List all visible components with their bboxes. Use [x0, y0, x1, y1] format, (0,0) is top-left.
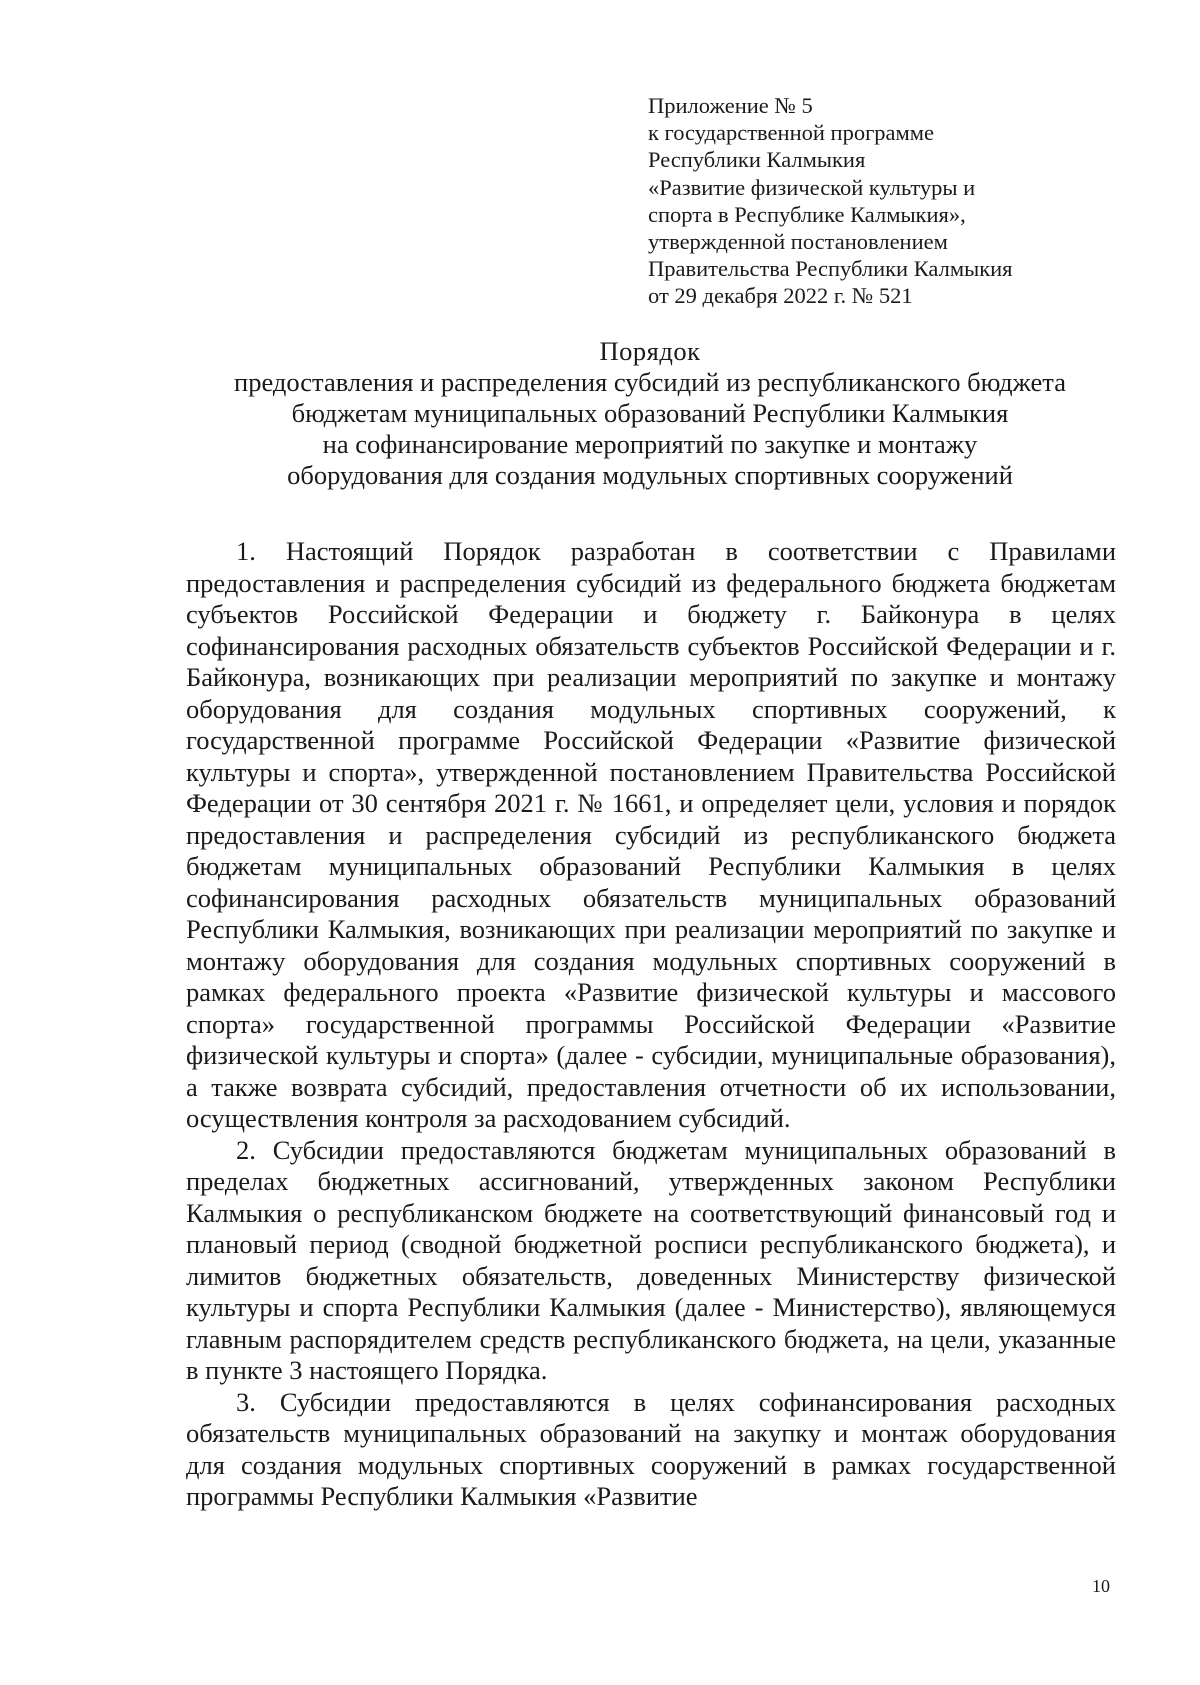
appendix-line: Правительства Республики Калмыкия [648, 256, 1013, 282]
appendix-line: утвержденной постановлением [648, 229, 948, 255]
appendix-line: к государственной программе [648, 120, 935, 146]
document-title [180, 336, 1120, 491]
document-body [186, 536, 1116, 1513]
appendix-note [648, 92, 1108, 310]
title-line: предоставления и распределения субсидий из республиканского бюджета [234, 367, 1066, 397]
title-line: оборудования для создания модульных спортивных сооружений [287, 460, 1013, 490]
title-heading: Порядок [599, 336, 701, 366]
paragraph-3: 3. Субсидии предоставляются в целях софинансирования расходных обязательств муниципальных образований на закупку и монтаж оборудования для создания модульных спортивных сооружений в рамках государственной программы Республики Калмыкия «Развитие [186, 1386, 1116, 1511]
appendix-line: спорта в Республике Калмыкия», [648, 201, 966, 227]
appendix-line: Приложение № 5 [648, 93, 813, 118]
title-line: бюджетам муниципальных образований Республики Калмыкия [291, 398, 1009, 428]
paragraph-2: 2. Субсидии предоставляются бюджетам муниципальных образований в пределах бюджетных ассигнований, утвержденных законом Республики Калмыкия о республиканском бюджете на соответствующий финансовый год и плановый период (сводной бюджетной росписи республиканского бюджета), и лимитов бюджетных обязательств, доведенных Министерству физической культуры и спорта Республики Калмыкия (далее - Министерство), являющемуся главным распорядителем средств республиканского бюджета, на цели, указанные в пункте 3 настоящего Порядка. [186, 1134, 1116, 1385]
page-number: 10 [1092, 1576, 1110, 1596]
appendix-line: Республики Калмыкия [648, 147, 866, 173]
title-line: на софинансирование мероприятий по закупке и монтажу [322, 429, 978, 459]
appendix-line: «Развитие физической культуры и [648, 174, 976, 200]
paragraph-1: 1. Настоящий Порядок разработан в соответствии с Правилами предоставления и распределения субсидий из федерального бюджета бюджетам субъектов Российской Федерации и бюджету г. Байконура в целях софинансирования расходных обязательств субъектов Российской Федерации и г. Байконура, возникающих при реализации мероприятий по закупке и монтажу оборудования для создания модульных спортивных сооружений, к государственной программе Российской Федерации «Развитие физической культуры и спорта», утвержденной постановлением Правительства Российской Федерации от 30 сентября 2021 г. № 1661, и определяет цели, условия и порядок предоставления и распределения субсидий из республиканского бюджета бюджетам муниципальных образований Республики Калмыкия в целях софинансирования расходных обязательств муниципальных образований Республики Калмыкия, возникающих при реализации мероприятий по закупке и монтажу оборудования для создания модульных спортивных сооружений в рамках федерального проекта «Развитие физической культуры и массового спорта» государственной программы Российской Федерации «Развитие физической культуры и спорта» (далее - субсидии, муниципальные образования), а также возврата субсидий, предоставления отчетности об их использовании, осуществления контроля за расходованием субсидий. [186, 536, 1116, 1133]
appendix-line: от 29 декабря 2022 г. № 521 [648, 283, 913, 309]
